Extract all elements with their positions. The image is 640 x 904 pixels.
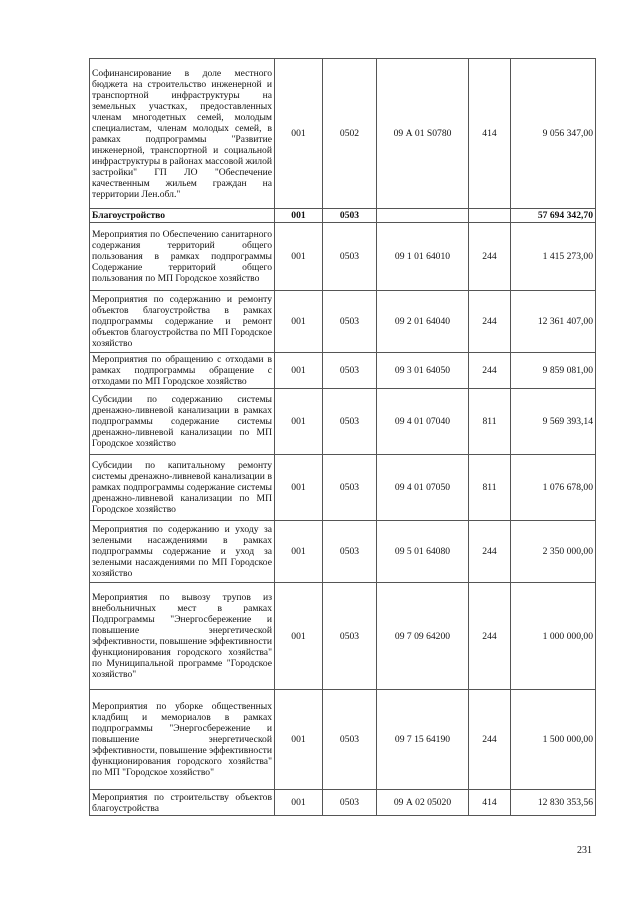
- row-sum: 2 350 000,00: [511, 521, 596, 583]
- row-ved: 001: [275, 291, 323, 353]
- row-rz: 0503: [323, 455, 377, 521]
- row-ved: 001: [275, 583, 323, 690]
- row-sum: 1 076 678,00: [511, 455, 596, 521]
- row-sum: 12 361 407,00: [511, 291, 596, 353]
- section-name: Благоустройство: [90, 209, 275, 223]
- row-ved: 001: [275, 455, 323, 521]
- page-number: 231: [577, 845, 592, 856]
- row-name: Мероприятия по уборке общественных кладбищ и мемориалов в рамках подпрограммы "Энергосбережение и повышение энергетической эффективности, повышение эффективности функционирования городского хозяйства" по МП "Городское хозяйство": [90, 690, 275, 790]
- table-row: [90, 521, 596, 583]
- row-ved: 001: [275, 790, 323, 816]
- row-csr: 09 5 01 64080: [377, 521, 469, 583]
- section-vr: [469, 209, 511, 223]
- row-ved: 001: [275, 389, 323, 455]
- row-rz: 0503: [323, 389, 377, 455]
- row-name: Мероприятия по содержанию и ремонту объектов благоустройства в рамках подпрограммы содержание и ремонт объектов благоустройства по МП Городское хозяйство: [90, 291, 275, 353]
- row-name: Мероприятия по вывозу трупов из внебольничных мест в рамках Подпрограммы "Энергосбережение и повышение энергетической эффективности, повышение эффективности функционирования городского хозяйства" по Муниципальной программе "Городское хозяйство": [90, 583, 275, 690]
- row-sum: 1 000 000,00: [511, 583, 596, 690]
- budget-table: [89, 58, 596, 816]
- row-ved: 001: [275, 690, 323, 790]
- row-name: Мероприятия по строительству объектов благоустройства: [90, 790, 275, 816]
- section-rz: 0503: [323, 209, 377, 223]
- table-row: [90, 455, 596, 521]
- row-csr: 09 2 01 64040: [377, 291, 469, 353]
- row-name: Субсидии по содержанию системы дренажно-ливневой канализации в рамках подпрограммы содержание системы дренажно-ливневой канализации по МП Городское хозяйство: [90, 389, 275, 455]
- row-csr: 09 1 01 64010: [377, 223, 469, 291]
- row-sum: 1 415 273,00: [511, 223, 596, 291]
- row-vr: 244: [469, 291, 511, 353]
- row-csr: 09 7 09 64200: [377, 583, 469, 690]
- row-name: Мероприятия по обращению с отходами в рамках подпрограммы обращение с отходами по МП Городское хозяйство: [90, 353, 275, 389]
- row-csr: 09 3 01 64050: [377, 353, 469, 389]
- row-vr: 414: [469, 59, 511, 209]
- row-vr: 244: [469, 690, 511, 790]
- row-vr: 244: [469, 353, 511, 389]
- row-name: Мероприятия по содержанию и уходу за зелеными насаждениями в рамках подпрограммы содержание и уход за зелеными насаждениями по МП Городское хозяйство: [90, 521, 275, 583]
- table-row: [90, 291, 596, 353]
- row-sum: 9 859 081,00: [511, 353, 596, 389]
- row-sum: 9 056 347,00: [511, 59, 596, 209]
- row-csr: 09 А 01 S0780: [377, 59, 469, 209]
- row-csr: 09 7 15 64190: [377, 690, 469, 790]
- row-vr: 811: [469, 389, 511, 455]
- table-row: [90, 223, 596, 291]
- row-vr: 244: [469, 521, 511, 583]
- row-vr: 244: [469, 223, 511, 291]
- row-sum: 9 569 393,14: [511, 389, 596, 455]
- row-sum: 1 500 000,00: [511, 690, 596, 790]
- row-name: Софинансирование в доле местного бюджета на строительство инженерной и транспортной инфраструктуры на земельных участках, предоставленных членам многодетных семей, молодым специалистам, членам молодых семей, в рамках подпрограммы "Развитие инженерной, транспортной и социальной инфраструктуры в районах массовой жилой застройки" ГП ЛО "Обеспечение качественным жильем граждан на территории Лен.обл.": [90, 59, 275, 209]
- row-csr: 09 4 01 07050: [377, 455, 469, 521]
- row-name: Субсидии по капитальному ремонту системы дренажно-ливневой канализации в рамках подпрограммы содержание системы дренажно-ливневой канализации по МП Городское хозяйство: [90, 455, 275, 521]
- table-row: [90, 690, 596, 790]
- row-rz: 0503: [323, 583, 377, 690]
- row-rz: 0503: [323, 790, 377, 816]
- row-sum: 12 830 353,56: [511, 790, 596, 816]
- table-row: [90, 583, 596, 690]
- row-csr: 09 4 01 07040: [377, 389, 469, 455]
- row-vr: 414: [469, 790, 511, 816]
- row-rz: 0502: [323, 59, 377, 209]
- row-ved: 001: [275, 59, 323, 209]
- row-rz: 0503: [323, 291, 377, 353]
- row-rz: 0503: [323, 223, 377, 291]
- section-row: [90, 209, 596, 223]
- table-row: [90, 59, 596, 209]
- section-csr: [377, 209, 469, 223]
- section-sum: 57 694 342,70: [511, 209, 596, 223]
- row-name: Мероприятия по Обеспечению санитарного содержания территорий общего пользования в рамках подпрограммы Содержание территорий общего пользования по МП Городское хозяйство: [90, 223, 275, 291]
- row-ved: 001: [275, 223, 323, 291]
- row-ved: 001: [275, 353, 323, 389]
- row-vr: 244: [469, 583, 511, 690]
- table-row: [90, 790, 596, 816]
- row-ved: 001: [275, 521, 323, 583]
- row-rz: 0503: [323, 690, 377, 790]
- row-csr: 09 А 02 05020: [377, 790, 469, 816]
- section-ved: 001: [275, 209, 323, 223]
- row-rz: 0503: [323, 521, 377, 583]
- row-rz: 0503: [323, 353, 377, 389]
- table-row: [90, 389, 596, 455]
- row-vr: 811: [469, 455, 511, 521]
- table-row: [90, 353, 596, 389]
